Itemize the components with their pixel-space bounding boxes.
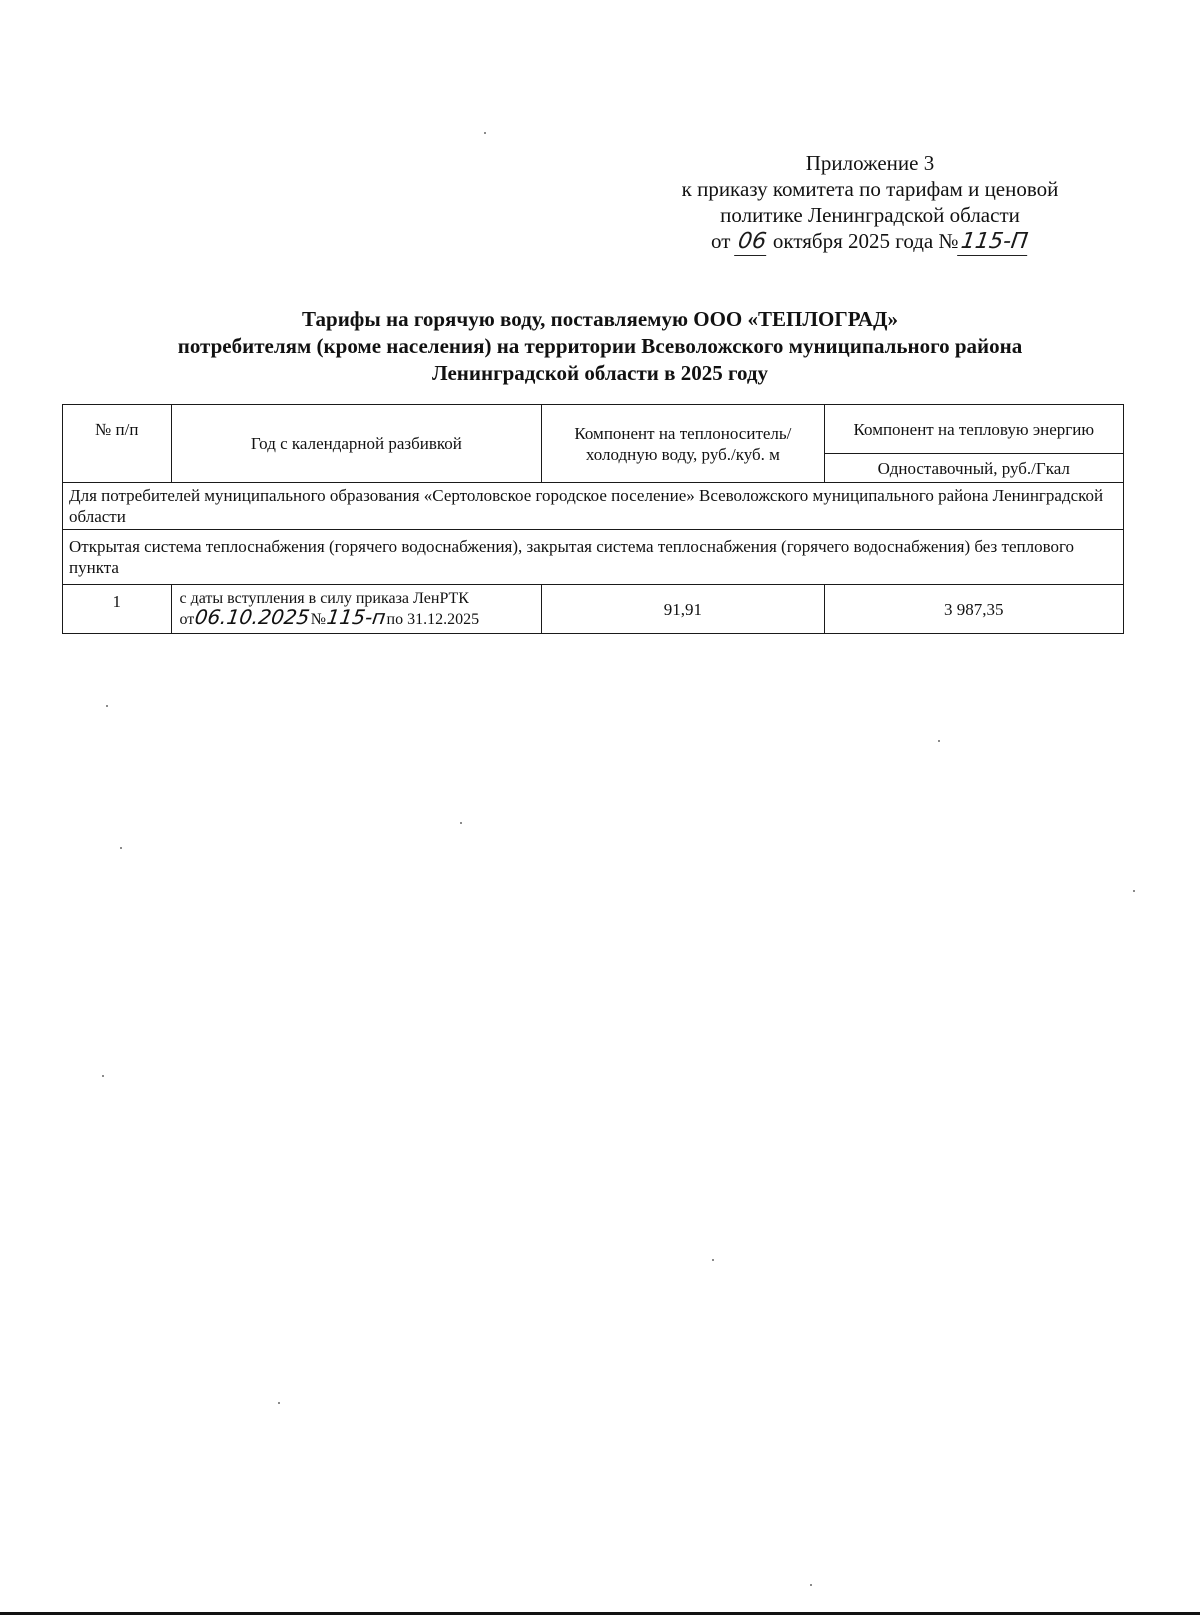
scan-speck [278,1402,280,1404]
section-system: Открытая система теплоснабжения (горячего водоснабжения), закрытая система теплоснабжения (горячего водоснабжения) без теплового пункта [63,530,1124,585]
scan-speck [484,132,486,134]
handwritten-order-number: 115-П [957,229,1031,256]
row-num: 1 [63,585,172,634]
section-consumers: Для потребителей муниципального образования «Сертоловское городское поселение» Всеволожского муниципального района Ленинградской области [63,483,1124,530]
scan-speck [810,1584,812,1586]
scan-speck [102,1075,104,1077]
scan-bottom-edge [0,1612,1200,1615]
handwritten-period-date: 06.10.2025 [193,604,312,629]
period-line-1: с даты вступления в силу приказа ЛенРТК [179,589,469,607]
table-row [63,585,1124,634]
row-carrier-value: 91,91 [542,585,824,634]
handwritten-period-number: 115-п [325,604,388,629]
appendix-date-line [600,228,1140,256]
title-line-3: Ленинградской области в 2025 году [431,361,769,385]
scan-speck [460,822,462,824]
date-rest: октября 2025 года № [772,229,959,253]
scan-speck [106,705,108,707]
appendix-number: Приложение 3 [805,151,935,175]
header-year: Год с календарной разбивкой [171,405,542,483]
row-period [171,585,542,634]
table-header-row [63,405,1124,454]
tariff-table [62,404,1124,634]
row-energy-value: 3 987,35 [824,585,1123,634]
scan-speck [938,740,940,742]
header-component-energy: Компонент на тепловую энергию [824,405,1123,454]
period-to: по 31.12.2025 [386,610,480,628]
scan-speck [1133,890,1135,892]
document-title [60,306,1140,387]
scan-speck [120,847,122,849]
period-from: от [179,610,195,628]
header-num: № п/п [63,405,172,483]
appendix-committee: политике Ленинградской области [720,203,1020,227]
period-no: № [310,610,327,628]
header-component-carrier: Компонент на теплоноситель/ холодную воду, руб./куб. м [542,405,824,483]
scan-speck [712,1259,714,1261]
section-row-consumers [63,483,1124,530]
handwritten-day: 06 [734,229,770,256]
section-row-system [63,530,1124,585]
title-line-1: Тарифы на горячую воду, поставляемую ООО «ТЕПЛОГРАД» [302,307,898,331]
appendix-order-ref: к приказу комитета по тарифам и ценовой [681,177,1059,201]
title-line-2: потребителям (кроме населения) на территории Всеволожского муниципального района [177,334,1023,358]
header-single-rate: Одноставочный, руб./Гкал [824,454,1123,483]
appendix-header [600,150,1140,256]
date-prefix: от [711,229,731,253]
